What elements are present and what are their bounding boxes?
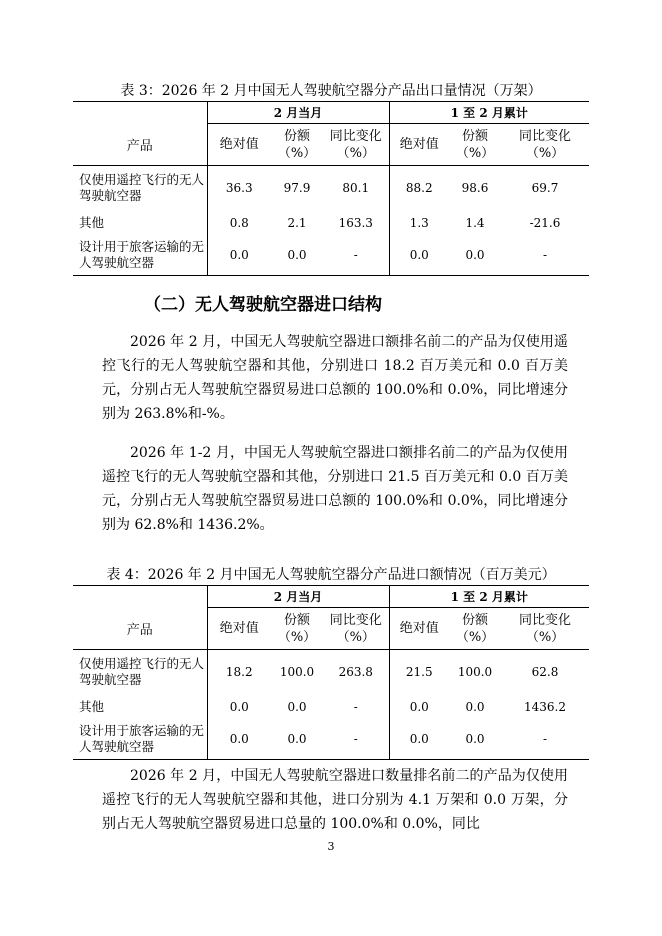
paragraph-1: 2026 年 2 月，中国无人驾驶航空器进口额排名前二的产品为仅使用遥控飞行的无人驾驶航空器和其他，分别进口 18.2 百万美元和 0.0 百万美元，分别占无人驾驶航空器贸易进口总额的 100.0%和 0.0%，同比增速分别为 263.8%和-%。 — [102, 334, 568, 422]
table4-r3-m-share: 0.0 — [271, 720, 323, 760]
table3-group-cumulative: 1 至 2 月累计 — [389, 102, 589, 124]
table4-r3-product: 设计用于旅客运输的无人驾驶航空器 — [73, 720, 207, 760]
table4-r1-m-abs: 18.2 — [207, 650, 271, 694]
table3-r2-m-abs: 0.8 — [207, 210, 271, 236]
table3-header-share-cum: 份额 （%） — [449, 124, 501, 166]
table4-header-abs: 绝对值 — [207, 608, 271, 650]
table4-r3-c-share: 0.0 — [449, 720, 501, 760]
table3-r2-m-yoy: 163.3 — [338, 215, 373, 230]
page-number: 3 — [327, 840, 335, 853]
table4-r2-c-abs: 0.0 — [389, 694, 449, 720]
table4-header-yoy-cum: 同比变化 （%） — [501, 608, 589, 650]
table4-header-share: 份额 （%） — [271, 608, 323, 650]
table3-r2-c-share: 1.4 — [465, 215, 485, 230]
table4-r3-c-yoy: - — [501, 720, 589, 760]
table4-r1-m-share: 100.0 — [279, 664, 315, 679]
table4-r2-m-abs: 0.0 — [207, 694, 271, 720]
table3-header-abs: 绝对值 — [207, 124, 271, 166]
section-title: （二）无人驾驶航空器进口结构 — [144, 295, 382, 315]
table4-corner — [73, 586, 207, 608]
table3-r2-product: 其他 — [79, 214, 105, 230]
table4-r2-c-yoy: 1436.2 — [524, 699, 566, 714]
table-row — [73, 650, 589, 694]
table3-header-product: 产品 — [73, 124, 207, 166]
table3-caption: 表 3：2026 年 2 月中国无人驾驶航空器分产品出口量情况（万架） — [120, 83, 542, 99]
table-row — [73, 210, 589, 236]
table4-r3-m-yoy: - — [323, 720, 389, 760]
paragraph-2: 2026 年 1-2 月，中国无人驾驶航空器进口额排名前二的产品为仅使用遥控飞行的无人驾驶航空器和其他，分别进口 21.5 百万美元和 0.0 百万美元，分别占无人驾驶航空器贸易进口总额的 100.0%和 0.0%，同比增速分别为 62.8%和 1436.2%。 — [102, 445, 568, 533]
table3-r1-c-share: 98.6 — [461, 180, 489, 195]
table3-header-share: 份额 （%） — [271, 124, 323, 166]
table3-r3-m-share: 0.0 — [271, 236, 323, 276]
table3-r3-product: 设计用于旅客运输的无人驾驶航空器 — [73, 236, 207, 276]
table3-r1-product: 仅使用遥控飞行的无人驾驶航空器 — [79, 171, 205, 203]
table3-r3-m-yoy: - — [323, 236, 389, 276]
table3-r2-m-share: 2.1 — [287, 215, 307, 230]
table3-corner — [73, 102, 207, 124]
table3-header-abs-cum: 绝对值 — [389, 124, 449, 166]
table4 — [73, 585, 589, 760]
table3-r3-m-abs: 0.0 — [207, 236, 271, 276]
table4-header-abs-cum: 绝对值 — [389, 608, 449, 650]
table4-r2-m-share: 0.0 — [287, 699, 307, 714]
table4-r3-m-abs: 0.0 — [207, 720, 271, 760]
table4-r1-c-yoy: 62.8 — [531, 664, 559, 679]
table-row — [73, 694, 589, 720]
table3-header-yoy-cum: 同比变化 （%） — [501, 124, 589, 166]
table3-r1-c-yoy: 69.7 — [531, 180, 559, 195]
table-row — [73, 166, 589, 210]
table-row — [73, 236, 589, 276]
table4-r3-c-abs: 0.0 — [389, 720, 449, 760]
table3-header-yoy: 同比变化 （%） — [323, 124, 389, 166]
table3 — [73, 101, 589, 276]
table3-r1-c-abs: 88.2 — [389, 166, 449, 210]
table4-r1-product: 仅使用遥控飞行的无人驾驶航空器 — [79, 655, 205, 687]
table3-r3-c-share: 0.0 — [449, 236, 501, 276]
table4-r2-product: 其他 — [79, 698, 105, 714]
table3-r3-c-abs: 0.0 — [389, 236, 449, 276]
table4-group-cumulative: 1 至 2 月累计 — [389, 586, 589, 608]
table4-header-yoy: 同比变化 （%） — [323, 608, 389, 650]
table4-r2-c-share: 0.0 — [465, 699, 485, 714]
table4-header-product: 产品 — [73, 608, 207, 650]
table3-group-month: 2 月当月 — [207, 102, 389, 124]
table4-caption: 表 4：2026 年 2 月中国无人驾驶航空器分产品进口额情况（百万美元） — [106, 567, 556, 583]
table3-r2-c-yoy: -21.6 — [529, 215, 561, 230]
table4-r2-m-yoy: - — [353, 699, 358, 714]
table4-r1-m-yoy: 263.8 — [338, 664, 373, 679]
table3-r2-c-abs: 1.3 — [389, 210, 449, 236]
table3-r1-m-yoy: 80.1 — [342, 180, 370, 195]
table4-group-month: 2 月当月 — [207, 586, 389, 608]
table4-r1-c-abs: 21.5 — [389, 650, 449, 694]
table4-header-share-cum: 份额 （%） — [449, 608, 501, 650]
table3-r1-m-abs: 36.3 — [207, 166, 271, 210]
paragraph-3: 2026 年 2 月，中国无人驾驶航空器进口数量排名前二的产品为仅使用遥控飞行的无人驾驶航空器和其他，进口分别为 4.1 万架和 0.0 万架，分别占无人驾驶航空器贸易进口总量的 100.0%和 0.0%，同比 — [102, 768, 568, 832]
table3-r1-m-share: 97.9 — [283, 180, 311, 195]
table3-r3-c-yoy: - — [501, 236, 589, 276]
table4-r1-c-share: 100.0 — [457, 664, 493, 679]
table-row — [73, 720, 589, 760]
